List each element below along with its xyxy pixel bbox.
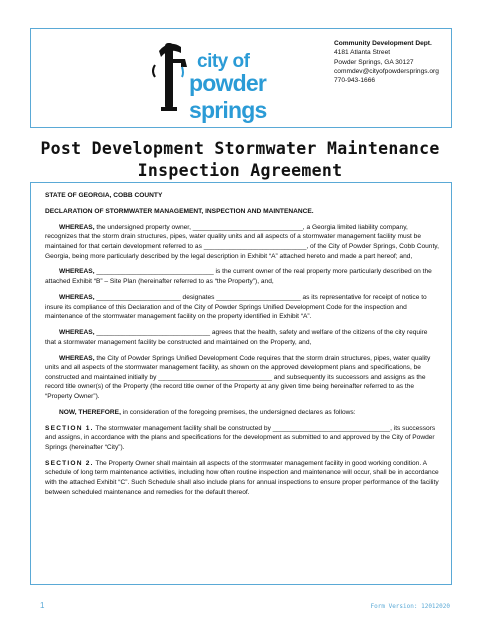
declaration-heading: DECLARATION OF STORMWATER MANAGEMENT, INSPECTION AND MAINTENANCE. — [45, 207, 314, 215]
paragraph-2 — [45, 267, 439, 286]
paragraph-text: the City of Powder Springs Unified Development Code requires that the storm drain structures, pipes, water quality units and all aspects of the stormwater management facility, as shown on the approved development plans and specifications, be constructed and maintained initially by _______________________________ and subsequently its successors and assigns as the record title owner(s) of the Property (the record title owner of the Property at any given time being hereinafter referred to as the “Property Owner”). — [45, 354, 431, 400]
section-2 — [45, 459, 439, 497]
form-version: Form Version: 12012020 — [370, 603, 450, 610]
section-text: The stormwater management facility shall be constructed by ________________________________, its successors and assigns, in accordance with the plans and specifications for the development as submitted to and approved by the City of Powder Springs (hereinafter “City”). — [45, 424, 436, 451]
section-text: The Property Owner shall maintain all aspects of the stormwater management facility in good working condition. A schedule of long term maintenance activities, including how often routine inspection and maintenance will occur, shall be in accordance with the attached Exhibit “C”. Such Schedule shall also include plans for annual inspections to ensure proper performance of the facility between scheduled maintenance and remedies for the default thereof. — [45, 459, 439, 496]
paragraph-6 — [45, 408, 439, 418]
paragraph-lead: WHEREAS, — [59, 293, 95, 301]
paragraph-text: ________________________________ is the current owner of the real property more particularly described on the attached Exhibit “B” – Site Plan (hereinafter referred to as “the Property”), and, — [45, 268, 432, 286]
paragraph-lead: WHEREAS, — [59, 329, 95, 337]
paragraph-text: _______________________________ agrees that the health, safety and welfare of the citizens of the city require that a stormwater management facility be constructed and maintained on the Property, and, — [45, 329, 428, 346]
department-name: Community Development Dept. — [334, 40, 432, 47]
paragraph-lead: WHEREAS, — [59, 268, 95, 276]
paragraph-1 — [45, 223, 439, 261]
letterhead — [30, 28, 452, 128]
section-lead: SECTION 1. — [45, 424, 94, 432]
city-logo — [151, 37, 301, 123]
contact-block — [334, 39, 439, 85]
section-lead: SECTION 2. — [45, 459, 94, 467]
paragraph-5 — [45, 354, 439, 402]
agreement-body — [30, 182, 452, 585]
logo-text-city: city of — [197, 51, 250, 72]
title-line-2: Inspection Agreement — [137, 161, 343, 180]
state-heading: STATE OF GEORGIA, COBB COUNTY — [45, 192, 163, 199]
logo-text-powder-springs: powder springs — [189, 70, 267, 123]
email-address[interactable]: commdev@cityofpowdersprings.org — [334, 67, 439, 75]
paragraph-lead: WHEREAS, — [59, 354, 95, 362]
paragraph-lead: NOW, THEREFORE, — [59, 408, 121, 416]
paragraph-text: the undersigned property owner, ______________________________, a Georgia limited liability company, recognizes that the storm drain structures, pipes, water quality units and all aspects of a stormwater management facility must be maintained for that certain development referred to as ____________________________, of the City of Powder Springs, Cobb County, Georgia, being more particularly described by the legal description in Exhibit “A” attached hereto and made a part hereof; and, — [45, 223, 439, 260]
paragraph-3 — [45, 293, 439, 322]
street-address: 4181 Atlanta Street — [334, 49, 391, 57]
title-line-1: Post Development Stormwater Maintenance — [40, 139, 440, 158]
paragraph-lead: WHEREAS, — [59, 223, 95, 231]
paragraph-4 — [45, 328, 439, 347]
section-1 — [45, 424, 439, 453]
paragraph-text: in consideration of the foregoing premises, the undersigned declares as follows: — [120, 408, 356, 416]
city-state-zip: Powder Springs, GA 30127 — [334, 58, 414, 66]
document-title — [0, 138, 480, 182]
paragraph-text: _______________________ designates _______________________ as its representative for receipt of notice to insure its compliance of this Declaration and of the City of Powder Springs Unified Development Code for the inspection and maintenance of the stormwater management facility on the property identified in Exhibit “A”. — [45, 293, 427, 321]
page-number: 1 — [40, 601, 45, 610]
phone-number: 770-943-1666 — [334, 77, 376, 85]
